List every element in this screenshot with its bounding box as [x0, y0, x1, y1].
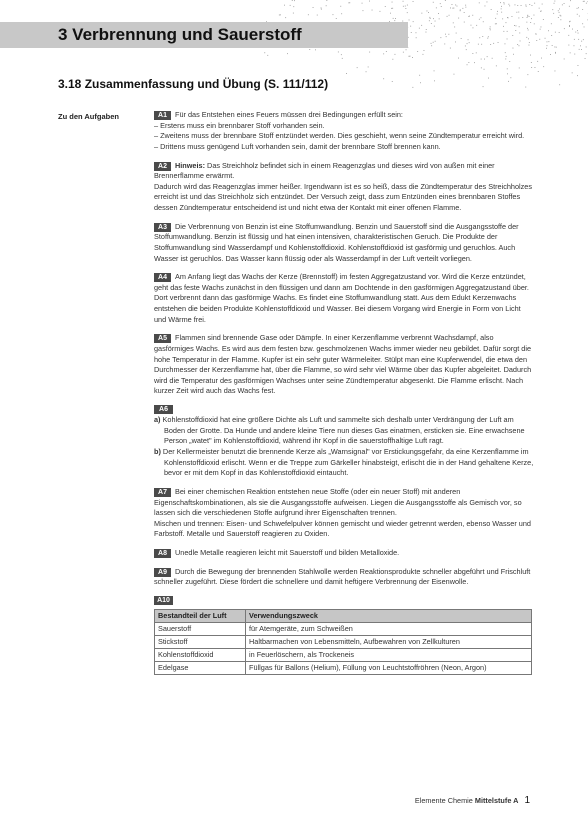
task-text: Die Verbrennung von Benzin ist eine Stoffumwandlung. Benzin und Sauerstoff sind die Ausgangsstoffe der Stoffumwandlung. Benzin ist flüssig und hat einen intensiven, charakteristischen Geruch. Die Produkte der Stoffumwandlung sind Wasserdampf und Kohlenstoffdioxid. Kohlenstoffdioxid ist gasförmig und geruchlos. Auch Wasser ist geruchlos. Das Wasser kann flüssig oder als Wasserdampf in der Luft verteilt vorliegen.: [154, 221, 519, 263]
side-label: Zu den Aufgaben: [58, 112, 119, 121]
footer-series: Mittelstufe A: [474, 796, 519, 805]
list-item: – Zweitens muss der brennbare Stoff entzündet werden. Dies geschieht, wenn seine Zündtemperatur erreicht wird.: [154, 131, 525, 141]
task-text-continued: Mischen und trennen: Eisen- und Schwefelpulver können gemischt und wieder getrennt werden, ebenso Wasser und Farbstoff. Metalle und Sauerstoff reagieren zu Oxiden.: [154, 518, 531, 539]
table-row: [155, 636, 532, 649]
table-row: [155, 662, 532, 675]
task-a3: [154, 222, 534, 264]
hint-label: Hinweis:: [175, 160, 206, 170]
task-a4: [154, 272, 534, 325]
subtask-b: [154, 447, 534, 479]
task-a7: [154, 487, 534, 540]
table-header-row: [155, 610, 532, 623]
answers-content: [154, 110, 534, 683]
table-cell: Füllgas für Ballons (Helium), Füllung von Leuchtstoffröhren (Neon, Argon): [246, 662, 532, 675]
subtask-text: Kohlenstoffdioxid hat eine größere Dichte als Luft und sammelte sich deshalb unter Verdrängung der Luft am Boden der Grotte. Da Hunde und andere kleine Tiere nun dieses Gas einatmen, ersticken sie. Eine erwachsene Person „watet" im Kohlenstoffdioxid, während ihr Kopf in die sauerstoffhaltige Luft ragt.: [160, 415, 525, 446]
table-header-cell: Bestandteil der Luft: [155, 610, 246, 623]
task-text: Flammen sind brennende Gase oder Dämpfe. In einer Kerzenflamme verbrennt Wachsdampf, also gasförmiges Wachs. Es wird aus dem festen bzw. geschmolzenen Wachs immer wieder neu gebildet. Dafür sorgt die hohe Temperatur in der Flamme. Kupfer ist ein sehr guter Wärmeleiter. Stülpt man eine Kupferwendel, die etwa den Durchmesser der Kerzenflamme hat, über die Flamme, so wird sehr viel Wärme über das Kupfer abgeleitet. Dadurch wird die Temperatur des gasförmigen Wachses unter seine Zündtemperatur abgesenkt. Die Flamme erlischt. Nach kurzer Zeit wird auch das Wachs fest.: [154, 333, 532, 396]
task-badge: A5: [154, 334, 171, 343]
task-text: Durch die Bewegung der brennenden Stahlwolle werden Reaktionsprodukte schneller abgeführt und Frischluft schneller zugeführt. Diese fördert die schnellere und damit heftigere Verbrennung der Eisenwolle.: [154, 566, 531, 587]
subtask-a: [154, 415, 534, 447]
subtask-label: a): [154, 415, 161, 425]
task-text: Bei einer chemischen Reaktion entstehen neue Stoffe (oder ein neuer Stoff) mit anderen Eigenschaftskombinationen, als sie die Ausgangsstoffe aufweisen. Liegen die Ausgangsstoffe als Gemisch vor, so lassen sich die verschiedenen Stoffe aufgrund ihrer Eigenschaften trennen.: [154, 486, 522, 518]
table-row: [155, 649, 532, 662]
task-text: Unedle Metalle reagieren leicht mit Sauerstoff und bilden Metalloxide.: [175, 548, 400, 558]
task-badge: A8: [154, 549, 171, 558]
task-text: Dadurch wird das Reagenzglas immer heißer. Irgendwann ist es so heiß, dass die Zündtemperatur des Streichholzes erreicht ist und das Streichholz sich entzündet. Der Versuch zeigt, dass zum Entzünden eines brennbaren Stoffes dessen Zündtemperatur entscheidend ist und nicht etwa der Kontakt mit einer offenen Flamme.: [154, 181, 533, 212]
task-badge: A7: [154, 488, 171, 497]
task-a2: [154, 161, 534, 214]
task-badge: A9: [154, 568, 171, 577]
section-title: 3.18 Zusammenfassung und Übung (S. 111/112): [58, 77, 329, 91]
air-components-table: [154, 609, 532, 675]
table-row: [155, 623, 532, 636]
hint-text: Das Streichholz befindet sich in einem Reagenzglas und dieses wird von außen mit einer Brennerflamme erwärmt.: [154, 160, 495, 181]
table-cell: Stickstoff: [155, 636, 246, 649]
table-header-cell: Verwendungszweck: [246, 610, 532, 623]
task-badge: A1: [154, 111, 171, 120]
task-a6: [154, 405, 534, 479]
chapter-header-bar: [0, 22, 408, 48]
chapter-title: 3 Verbrennung und Sauerstoff: [58, 25, 302, 44]
task-badge: A6: [154, 405, 173, 414]
table-cell: Kohlenstoffdioxid: [155, 649, 246, 662]
task-badge: A10: [154, 596, 173, 605]
footer-publisher: Elemente Chemie: [414, 796, 473, 805]
table-cell: Sauerstoff: [155, 623, 246, 636]
task-text: Am Anfang liegt das Wachs der Kerze (Brennstoff) im festen Aggregatzustand vor. Wird die Kerze entzündet, geht das feste Wachs zunächst in den flüssigen und dann am Dochtende in den gasförmigen Aggregatzustand über. Dort verbrennt dann das gasförmige Wachs. Es findet eine Stoffumwandlung statt. Aus dem Edukt Kerzenwachs entstehen die beiden Produkte Kohlenstoffdioxid und Wasser. Bei diesem Vorgang wird Energie in Form von Licht und Wärme frei.: [154, 272, 529, 324]
table-cell: Haltbarmachen von Lebensmitteln, Aufbewahren von Zellkulturen: [246, 636, 532, 649]
task-text: Für das Entstehen eines Feuers müssen drei Bedingungen erfüllt sein:: [175, 110, 403, 119]
list-item: – Erstens muss ein brennbarer Stoff vorhanden sein.: [154, 120, 325, 130]
task-a1: [154, 110, 534, 152]
table-cell: Edelgase: [155, 662, 246, 675]
table-cell: in Feuerlöschern, als Trockeneis: [246, 649, 532, 662]
task-badge: A2: [154, 162, 171, 171]
subtask-label: b): [154, 446, 161, 456]
list-item: – Drittens muss genügend Luft vorhanden sein, damit der brennbare Stoff brennen kann.: [154, 141, 441, 151]
task-badge: A3: [154, 223, 171, 232]
page-footer: [415, 795, 530, 806]
task-a10: [154, 596, 534, 675]
table-cell: für Atemgeräte, zum Schweißen: [246, 623, 532, 636]
subtask-text: Der Kellermeister benutzt die brennende Kerze als „Warnsignal" vor Erstickungsgefahr, da eine Kerzenflamme im Kohlenstoffdioxid erlischt. Wenn er die Treppe zum Gärkeller hinabsteigt, erlischt die in der Hand gehaltene Kerze, bevor er mit dem Kopf in das Kohlenstoffdioxid eintaucht.: [160, 446, 534, 478]
page-number: 1: [524, 795, 530, 806]
task-a8: [154, 548, 534, 559]
task-a9: [154, 567, 534, 588]
task-badge: A4: [154, 273, 171, 282]
task-a5: [154, 333, 534, 397]
